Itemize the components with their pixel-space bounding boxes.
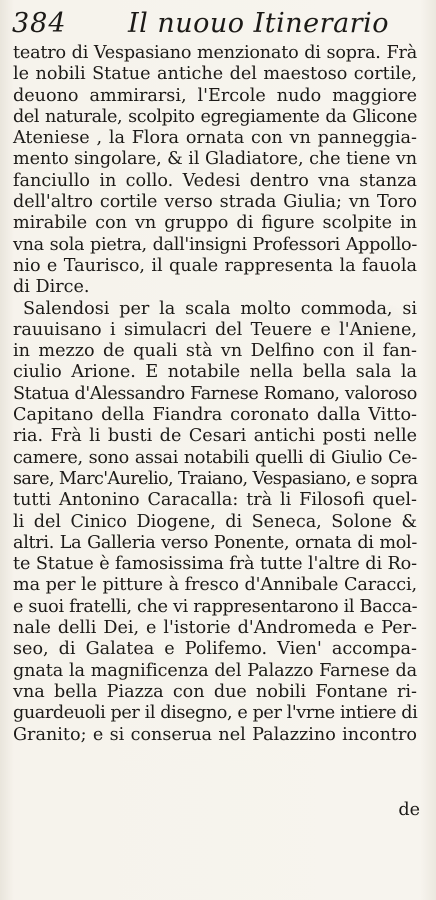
text-line: deuono ammirarsi, l'Ercole nudo maggiore	[13, 85, 417, 106]
text-line: altri. La Galleria verso Ponente, ornata di mol-	[13, 532, 417, 553]
text-line: Salendosi per la scala molto commoda, si	[23, 298, 417, 319]
text-line: vna bella Piazza con due nobili Fontane ri-	[13, 681, 417, 702]
text-line: tutti Antonino Caracalla: trà li Filosofi quel-	[13, 490, 417, 511]
text-line: sare, Marc'Aurelio, Traiano, Vespasiano, e sopra	[13, 468, 418, 489]
text-line: Capitano della Fiandra coronato dalla Vitto-	[13, 405, 417, 426]
text-line: nio e Taurisco, il quale rappresenta la fauola	[13, 255, 417, 276]
text-line: vna sola pietra, dall'insigni Professori Appollo-	[13, 234, 417, 255]
text-line: mento singolare, & il Gladiatore, che tiene vn	[13, 149, 417, 170]
page-header	[12, 4, 424, 40]
text-line: ma per le pitture à fresco d'Annibale Caracci,	[13, 575, 417, 596]
text-line: dell'altro cortile verso strada Giulia; vn Toro	[13, 192, 417, 213]
text-line: del naturale, scolpito egregiamente da Glicone	[13, 106, 417, 127]
text-line: mirabile con vn gruppo di figure scolpite in	[13, 213, 417, 234]
text-line: te Statue è famosissima frà tutte l'altre di Ro-	[13, 554, 417, 575]
text-line: nale delli Dei, e l'istorie d'Andromeda e Per-	[13, 618, 417, 639]
text-line: guardeuoli per il disegno, e per l'vrne intiere di	[13, 703, 418, 724]
text-line: gnata la magnificenza del Palazzo Farnese da	[13, 660, 417, 681]
running-head: Il nuouo Itinerario	[128, 8, 389, 39]
text-line: in mezzo de quali stà vn Delfino con il fan-	[13, 341, 417, 362]
text-line: e suoi fratelli, che vi rappresentarono il Bacca-	[13, 596, 418, 617]
text-line: le nobili Statue antiche del maestoso cortile,	[13, 64, 417, 85]
text-line: ria. Frà li busti de Cesari antichi posti nelle	[13, 426, 417, 447]
text-line: Statua d'Alessandro Farnese Romano, valoroso	[13, 383, 417, 404]
text-line: teatro di Vespasiano menzionato di sopra. Frà	[13, 43, 417, 63]
text-line: li del Cinico Diogene, di Seneca, Solone &	[13, 511, 417, 532]
text-line: di Dirce.	[13, 277, 90, 298]
text-line: Granito; e si conserua nel Palazzino incontro	[13, 724, 417, 745]
text-line: fanciullo in collo. Vedesi dentro vna stanza	[13, 170, 417, 191]
catchword: de	[398, 800, 420, 820]
text-line: Ateniese , la Flora ornata con vn panneggia-	[13, 128, 417, 149]
text-line: seo, di Galatea e Polifemo. Vien' accompa-	[13, 639, 417, 660]
body-text	[13, 43, 417, 746]
text-line: ciulio Arione. E notabile nella bella sala la	[13, 362, 417, 383]
text-line: camere, sono assai notabili quelli di Giulio Ce-	[13, 447, 417, 468]
text-line: rauuisano i simulacri del Teuere e l'Aniene,	[13, 319, 417, 340]
page-number: 384	[12, 8, 67, 39]
